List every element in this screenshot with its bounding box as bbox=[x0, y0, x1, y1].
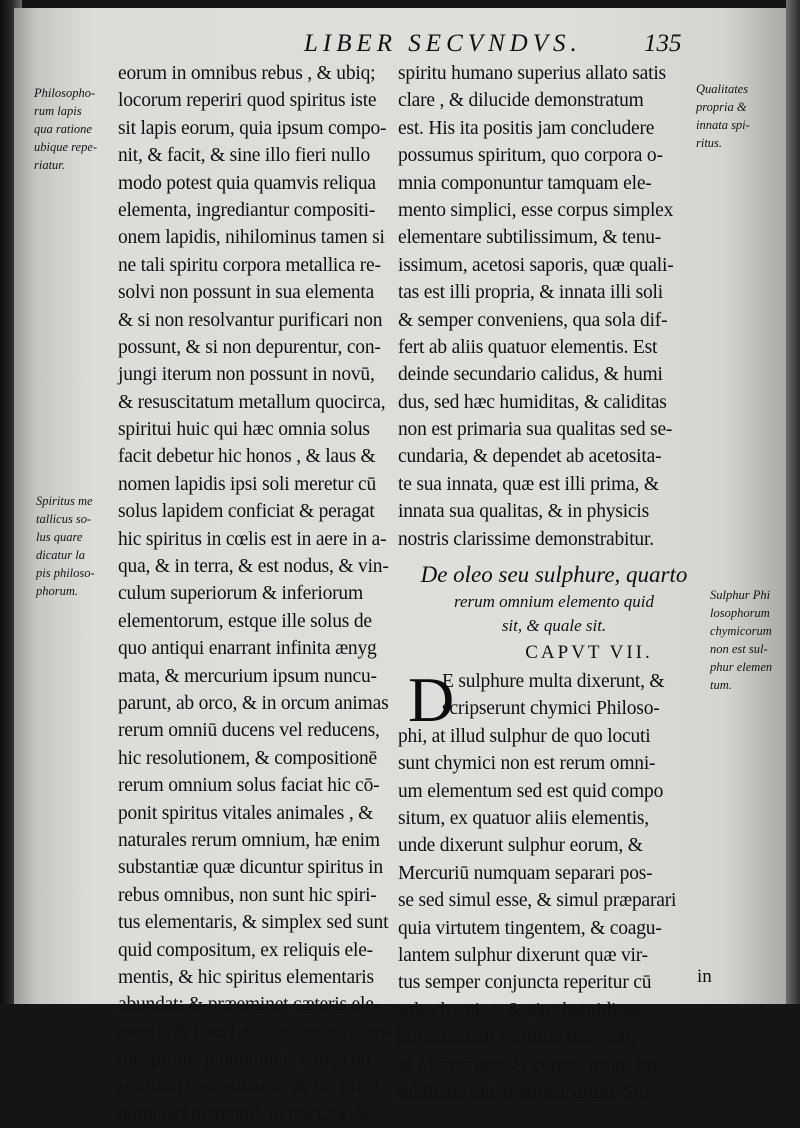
text-line: phi, at illud sulphur de quo locuti bbox=[398, 725, 651, 747]
text-line: onem lapidis, nihilominus tamen si bbox=[118, 227, 385, 249]
text-line: tus elementaris, & simplex sed sunt bbox=[118, 912, 389, 934]
text-line: mnia componuntur tamquam ele- bbox=[398, 172, 652, 194]
catchword: in bbox=[697, 966, 712, 987]
text-line: naturales rerum omnium, hæ enim bbox=[118, 829, 380, 851]
text-line: non est primaria sua qualitas sed se- bbox=[398, 419, 673, 441]
margin-note-line: Spiritus me bbox=[36, 494, 93, 508]
text-line: issimum, acetosi saporis, quæ quali- bbox=[398, 254, 674, 276]
margin-note-left-2 bbox=[36, 492, 95, 600]
text-line: possumus spiritum, quo corpora o- bbox=[398, 145, 663, 167]
text-line: rerum omniū ducens vel reducens, bbox=[118, 720, 380, 742]
running-title: LIBER SECVNDVS. bbox=[304, 30, 582, 57]
text-line: humiditatem spiritum dixerunt, bbox=[398, 1027, 636, 1049]
text-line: lantem sulphur dixerunt quæ vir- bbox=[398, 944, 648, 966]
text-line: nominari merentur, ut tractatu de- bbox=[118, 1103, 375, 1125]
text-line: & si non resolvantur purificari non bbox=[118, 309, 383, 331]
text-line: situm, ex quatuor aliis elementis, bbox=[398, 807, 649, 829]
margin-note-line: losophorum bbox=[710, 606, 770, 620]
drop-cap-initial: D bbox=[408, 664, 455, 736]
text-line: abundat: & præeminet cæteris ele- bbox=[118, 994, 380, 1016]
text-line: tas est illi propria, & innata illi soli bbox=[398, 282, 663, 304]
text-line: scripserunt chymici Philoso- bbox=[442, 698, 660, 720]
text-line: tur spiritus nihilominus tamen nō bbox=[118, 1049, 371, 1071]
margin-note-right-2 bbox=[710, 586, 772, 694]
text-line: sale chymico, & ejus humiditate, bbox=[398, 999, 649, 1021]
text-line: fert ab aliis quatuor elementis. Est bbox=[398, 336, 658, 358]
text-line: hic resolutionem, & compositionē bbox=[118, 747, 377, 769]
margin-note-line: ubique repe- bbox=[34, 140, 98, 154]
page-edge-shadow bbox=[786, 0, 800, 1004]
text-line: quia virtutem tingentem, & coagu- bbox=[398, 917, 662, 939]
text-line: clare , & dilucide demonstratum bbox=[398, 90, 644, 112]
text-line: innata sua qualitas, & in physicis bbox=[398, 501, 649, 523]
text-line: um elementum sed est quid compo bbox=[398, 780, 664, 802]
text-line: miditatis salem nuncuparunt. Sic bbox=[398, 1081, 648, 1103]
margin-note-line: Philosopho- bbox=[34, 86, 96, 100]
text-line: cundaria, & dependet ab acetosita- bbox=[398, 446, 662, 468]
margin-note-line: qua ratione bbox=[34, 122, 92, 136]
text-line: & resuscitatum metallum quocirca, bbox=[118, 391, 386, 413]
margin-note-line: pis philoso- bbox=[36, 566, 95, 580]
text-line: possunt, & si non depurentur, con- bbox=[118, 336, 381, 358]
margin-note-right-1 bbox=[696, 80, 750, 152]
margin-note-line: propria & bbox=[696, 100, 747, 114]
margin-note-line: rum lapis bbox=[34, 104, 82, 118]
text-line: dus, sed hæc humiditas, & caliditas bbox=[398, 391, 667, 413]
text-line: solus lapidem conficiat & peragat bbox=[118, 501, 375, 523]
text-line: quo antiqui enarrant infinita ænyg bbox=[118, 638, 377, 660]
text-line: mata, & mercurium ipsum nuncu- bbox=[118, 665, 377, 687]
page-number: 135 bbox=[644, 30, 682, 57]
text-line: sit lapis eorum, quia ipsum compo- bbox=[118, 117, 387, 139]
text-line: qua, & in terra, & est nodus, & vin- bbox=[118, 556, 389, 578]
margin-note-line: ritus. bbox=[696, 136, 723, 150]
text-line: tus semper conjuncta reperitur cū bbox=[398, 972, 652, 994]
section-heading-line-2: rerum omnium elemento quid bbox=[453, 592, 655, 612]
text-line: & Mercurium, & corpus ipsius hu- bbox=[398, 1054, 663, 1076]
margin-note-left-1 bbox=[34, 84, 97, 174]
margin-note-line: tum. bbox=[710, 678, 732, 692]
text-line: substantiæ quæ dicuntur spiritus in bbox=[118, 857, 383, 879]
text-line: ponit spiritus vitales animales , & bbox=[118, 802, 374, 824]
text-line: elementa, ingrediantur compositi- bbox=[118, 199, 376, 221]
text-line: mento simplici, esse corpus simplex bbox=[398, 199, 674, 221]
section-heading-line-3: sit, & quale sit. bbox=[501, 616, 607, 636]
text-line: jungi iterum non possunt in novū, bbox=[118, 364, 375, 386]
text-line: mentis & ideo hæ substantiæ dicun- bbox=[118, 1021, 392, 1043]
text-line: spiritum elementarem, & simplicē bbox=[118, 1076, 379, 1098]
margin-note-line: dicatur la bbox=[36, 548, 85, 562]
text-line: elementorum, estque ille solus de bbox=[118, 610, 372, 632]
text-line: facit debetur hic honos , & laus & bbox=[118, 446, 376, 468]
margin-note-line: Qualitates bbox=[696, 82, 749, 96]
margin-note-line: Sulphur Phi bbox=[710, 588, 771, 602]
text-line: hic spiritus in cœlis est in aere in a- bbox=[118, 528, 387, 550]
text-line: quid compositum, ex reliquis ele- bbox=[118, 939, 373, 961]
text-line: nit, & facit, & sine illo fieri nullo bbox=[118, 145, 371, 167]
text-line: spiritui huic qui hæc omnia solus bbox=[118, 419, 370, 441]
text-line: solvi non possunt in sua elementa bbox=[118, 282, 375, 304]
text-line: sunt chymici non est rerum omni- bbox=[398, 753, 656, 775]
right-text-column bbox=[398, 60, 710, 1106]
text-line: & semper conveniens, qua sola dif- bbox=[398, 309, 668, 331]
text-line: ne tali spiritu corpora metallica re- bbox=[118, 254, 381, 276]
text-line: rebus omnibus, non sunt hic spiri- bbox=[118, 884, 377, 906]
text-line: nomen lapidis ipsi soli meretur cū bbox=[118, 473, 377, 495]
text-line: elementare subtilissimum, & tenu- bbox=[398, 227, 662, 249]
chapter-number: CAPVT VII. bbox=[525, 642, 653, 664]
text-line: unde dixerunt sulphur eorum, & bbox=[398, 835, 643, 857]
text-line: E sulphure multa dixerunt, & bbox=[442, 671, 665, 693]
margin-note-line: chymicorum bbox=[710, 624, 772, 638]
text-line: deinde secundario calidus, & humi bbox=[398, 364, 663, 386]
text-line: locorum reperiri quod spiritus iste bbox=[118, 90, 377, 112]
text-line: spiritu humano superius allato satis bbox=[398, 63, 666, 84]
text-line: rerum omnium solus faciat hic cō- bbox=[118, 775, 380, 797]
left-text-column bbox=[118, 60, 408, 1128]
text-line: culum superiorum & inferiorum bbox=[118, 583, 363, 605]
text-line: se sed simul esse, & simul præparari bbox=[398, 890, 677, 912]
text-line: te sua innata, quæ est illi prima, & bbox=[398, 473, 659, 495]
chapter-body bbox=[398, 664, 710, 1106]
margin-note-line: riatur. bbox=[34, 158, 65, 172]
section-heading: De oleo seu sulphure, quarto bbox=[420, 562, 688, 588]
margin-note-line: non est sul- bbox=[710, 642, 768, 656]
margin-note-line: phur elemen bbox=[710, 660, 773, 674]
text-line: eorum in omnibus rebus , & ubiq; bbox=[118, 63, 376, 84]
margin-note-line: phorum. bbox=[36, 584, 79, 598]
text-line: nostris clarissime demonstrabitur. bbox=[398, 528, 654, 550]
text-line: Mercuriū numquam separari pos- bbox=[398, 862, 653, 884]
margin-note-line: innata spi- bbox=[696, 118, 750, 132]
text-line: modo potest quia quamvis reliqua bbox=[118, 172, 376, 194]
text-line: parunt, ab orco, & in orcum animas bbox=[118, 692, 389, 714]
book-page bbox=[14, 8, 786, 1125]
text-line: mentis, & hic spiritus elementaris bbox=[118, 966, 374, 988]
margin-note-line: lus quare bbox=[36, 530, 83, 544]
margin-note-line: tallicus so- bbox=[36, 512, 92, 526]
text-line: est. His ita positis jam concludere bbox=[398, 117, 655, 139]
